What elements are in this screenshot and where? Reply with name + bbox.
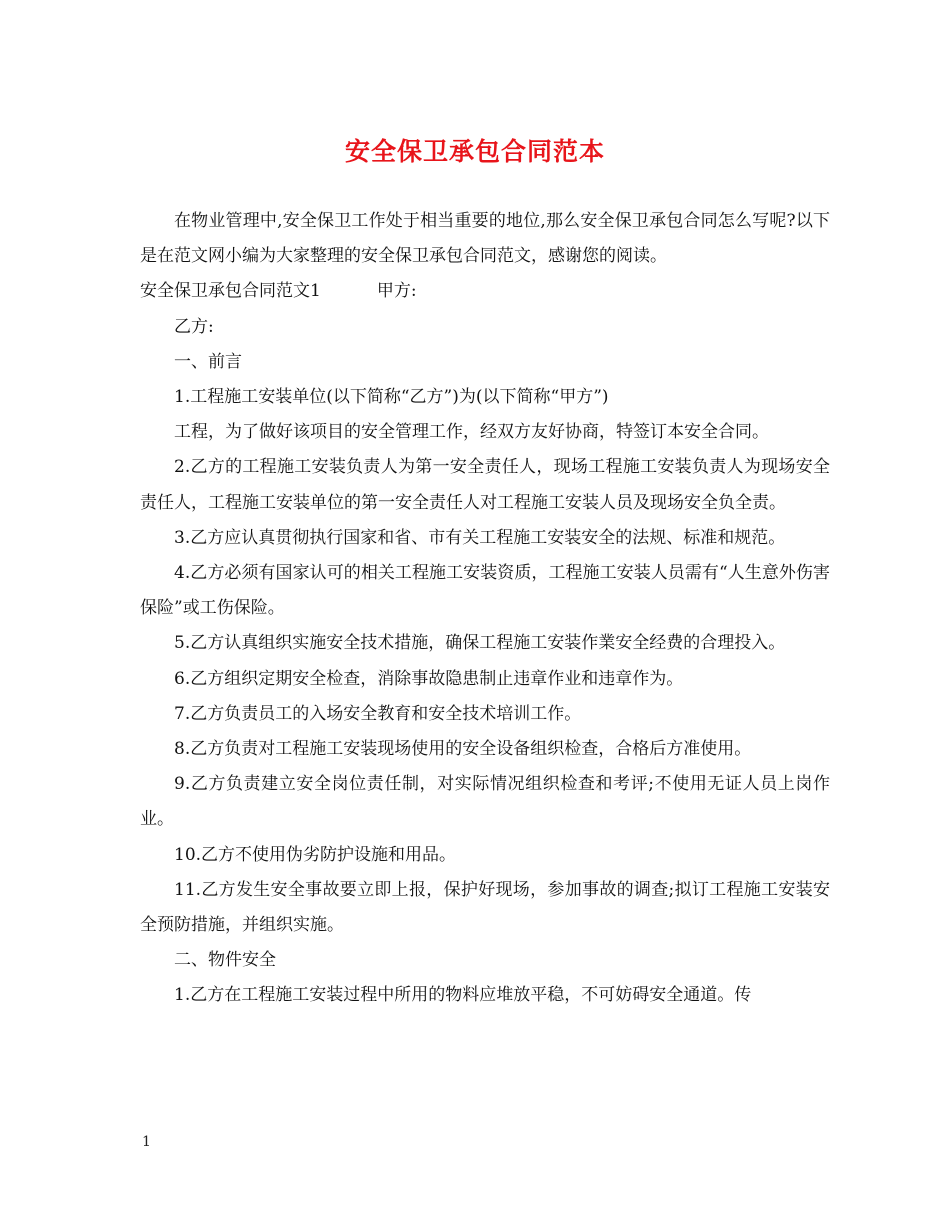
- clause-7: 7.乙方负责员工的入场安全教育和安全技术培训工作。: [174, 703, 582, 724]
- document-body: [140, 204, 830, 1014]
- sample-heading-line: [140, 274, 830, 309]
- section2-clause-1: 1.乙方在工程施工安装过程中所用的物料应堆放平稳，不可妨碍安全通道。传: [174, 985, 752, 1006]
- section-heading-items-safety: 二、物件安全: [174, 950, 276, 971]
- document-title: 安全保卫承包合同范本: [344, 137, 605, 166]
- clause-10: 10.乙方不使用伪劣防护设施和用品。: [174, 844, 457, 865]
- party-a-label: 甲方:: [376, 281, 417, 302]
- clause-8: 8.乙方负责对工程施工安装现场使用的安全设备组织检查，合格后方准使用。: [174, 739, 752, 760]
- clause-3: 3.乙方应认真贯彻执行国家和省、市有关工程施工安装安全的法规、标准和规范。: [174, 527, 786, 548]
- clause-6: 6.乙方组织定期安全检查，消除事故隐患制止违章作业和违章作为。: [174, 668, 684, 689]
- clause-1b: 工程，为了做好该项目的安全管理工作，经双方友好协商，特签订本安全合同。: [174, 422, 769, 443]
- clause-5: 5.乙方认真组织实施安全技术措施，确保工程施工安装作業安全经费的合理投入。: [174, 633, 786, 654]
- clause-4: 4.乙方必须有国家认可的相关工程施工安装资质，工程施工安装人员需有“人生意外伤害保险”或工伤保险。: [140, 563, 830, 619]
- section-heading-preface: 一、前言: [174, 351, 242, 372]
- party-b-label: 乙方:: [174, 316, 214, 337]
- intro-paragraph: 在物业管理中,安全保卫工作处于相当重要的地位,那么安全保卫承包合同怎么写呢?以下是在范文网小编为大家整理的安全保卫承包合同范文，感谢您的阅读。: [140, 211, 830, 267]
- clause-2: 2.乙方的工程施工安装负责人为第一安全责任人，现场工程施工安装负责人为现场安全责任人，工程施工安装单位的第一安全责任人对工程施工安装人员及现场安全负全责。: [140, 457, 830, 513]
- clause-1a: 1.工程施工安装单位(以下简称“乙方”)为(以下简称“甲方”): [174, 387, 609, 408]
- page-number: 1: [142, 1134, 151, 1150]
- sample-label: 安全保卫承包合同范文1: [140, 281, 321, 302]
- clause-11: 11.乙方发生安全事故要立即上报，保护好现场，参加事故的调查;拟订工程施工安装安全预防措施，并组织实施。: [140, 879, 830, 936]
- clause-9: 9.乙方负责建立安全岗位责任制，对实际情况组织检查和考评;不使用无证人员上岗作业。: [140, 774, 830, 830]
